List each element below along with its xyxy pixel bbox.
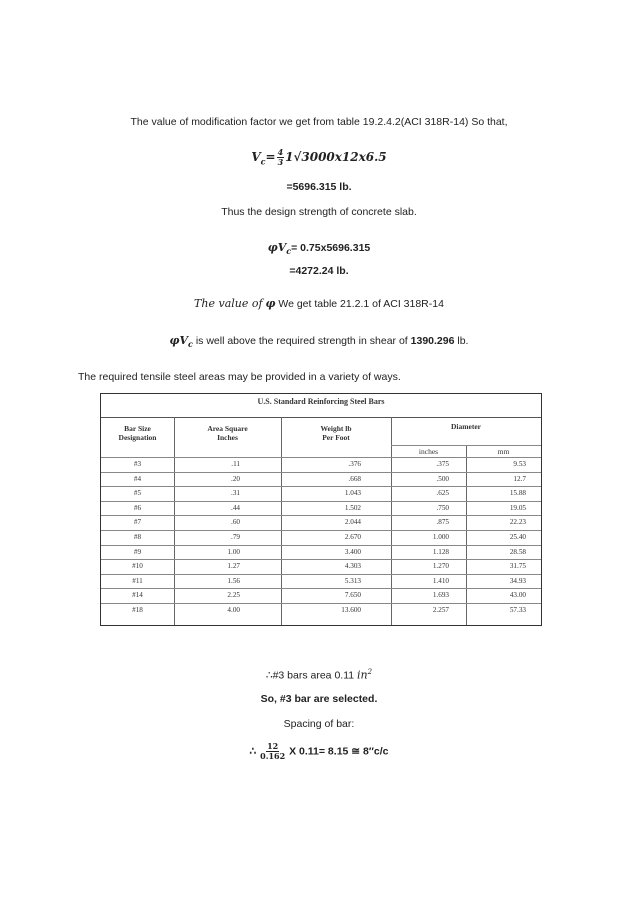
cell-weight: 4.303 — [344, 562, 361, 571]
header-weight-line2: Per Foot — [322, 433, 350, 442]
cell-mm: 22.23 — [509, 518, 526, 527]
cell-bar-size: #4 — [133, 474, 142, 483]
table-row — [101, 486, 541, 501]
cell-bar-size: #9 — [133, 547, 142, 556]
table-row — [101, 530, 541, 545]
bars-area-unit: in — [357, 668, 368, 682]
header-bar-line1: Bar Size — [124, 424, 151, 433]
table-row — [101, 457, 541, 472]
cell-bar-size: #8 — [133, 533, 142, 541]
cell-area: .60 — [231, 518, 240, 527]
bars-area-line — [0, 668, 638, 682]
cell-weight: 1.502 — [344, 503, 361, 512]
shear-sub: c — [188, 339, 193, 350]
header-diameter: Diameter — [451, 422, 481, 431]
cell-area: .20 — [231, 474, 240, 483]
phivc-sub: c — [286, 246, 292, 257]
spacing-fraction-den: 0.162 — [260, 751, 286, 761]
table-row — [101, 545, 541, 560]
spacing-fraction-num: 12 — [267, 741, 279, 751]
cell-weight: 1.043 — [344, 489, 361, 498]
shear-phi: φ — [169, 334, 180, 347]
vc-equals: = — [265, 150, 276, 164]
cell-weight: 2.044 — [344, 518, 361, 527]
cell-mm: 12.7 — [513, 474, 526, 483]
cell-mm: 9.53 — [513, 460, 526, 468]
diameter-sub-rule — [391, 445, 541, 446]
cell-area: .11 — [231, 460, 240, 468]
cell-area: 1.27 — [227, 562, 240, 571]
shear-text: is well above the required strength in shear of — [192, 335, 411, 347]
phi-symbol: φ — [267, 241, 278, 254]
cell-inches: 1.128 — [432, 547, 449, 556]
tensile-text: The required tensile steel areas may be provided in a variety of ways. — [78, 371, 401, 383]
shear-v: V — [179, 334, 189, 347]
cell-mm: 28.58 — [509, 547, 526, 556]
cell-inches: .500 — [436, 474, 449, 483]
vc-subscript: c — [260, 156, 266, 167]
cell-bar-size: #10 — [132, 562, 143, 571]
cell-weight: .376 — [348, 460, 361, 468]
shear-value: 1390.296 — [410, 335, 455, 347]
cell-weight: 13.600 — [341, 606, 361, 614]
cell-bar-size: #11 — [132, 576, 143, 585]
spacing-fraction — [260, 742, 285, 761]
cell-inches: .375 — [436, 460, 449, 468]
cell-mm: 34.93 — [509, 576, 526, 585]
vc-equation — [0, 148, 638, 167]
header-weight-line1: Weight lb — [320, 424, 352, 433]
cell-mm: 57.33 — [509, 606, 526, 614]
phi-value-rest: We get table 21.2.1 of ACI 318R-14 — [275, 298, 444, 310]
table-row — [101, 574, 541, 589]
cell-inches: 2.257 — [432, 606, 449, 614]
table-row — [101, 603, 541, 618]
phivc-result: =4272.24 lb. — [289, 265, 349, 277]
table-title: U.S. Standard Reinforcing Steel Bars — [257, 397, 385, 406]
cell-mm: 43.00 — [509, 591, 526, 600]
therefore-symbol: ∴ — [249, 745, 257, 758]
cell-inches: 1.000 — [432, 533, 449, 541]
phi-value-italic: The value of — [194, 297, 263, 310]
cell-area: .79 — [231, 533, 240, 541]
table-row — [101, 515, 541, 530]
spacing-rest: X 0.11= 8.15 ≅ 8″c/c — [289, 745, 389, 758]
cell-bar-size: #6 — [133, 503, 142, 512]
design-strength-text: Thus the design strength of concrete slab. — [221, 206, 417, 218]
cell-mm: 19.05 — [509, 503, 526, 512]
table-row — [101, 559, 541, 574]
phi-value-line — [0, 297, 638, 310]
header-area-line2: Inches — [217, 433, 238, 442]
table-row — [101, 472, 541, 487]
selected-text: So, #3 bar are selected. — [260, 693, 378, 705]
header-inches: inches — [418, 447, 439, 456]
rebar-table — [100, 393, 542, 626]
cell-area: 1.00 — [227, 547, 240, 556]
header-area — [174, 424, 281, 442]
cell-inches: .875 — [436, 518, 449, 527]
cell-bar-size: #5 — [133, 489, 142, 498]
cell-inches: 1.693 — [432, 591, 449, 600]
vc-rhs: 1√3000x12x6.5 — [285, 150, 387, 164]
phivc-equation — [0, 241, 638, 256]
bars-area-prefix: ∴#3 bars area 0.11 — [265, 669, 358, 682]
cell-weight: .668 — [348, 474, 361, 483]
spacing-equation — [0, 742, 638, 761]
shear-unit: lb. — [454, 335, 469, 347]
cell-inches: 1.270 — [432, 562, 449, 571]
cell-bar-size: #14 — [132, 591, 143, 600]
cell-weight: 2.670 — [344, 533, 361, 541]
cell-mm: 31.75 — [509, 562, 526, 571]
cell-mm: 15.88 — [509, 489, 526, 498]
cell-area: 4.00 — [227, 606, 240, 614]
table-title-rule — [101, 417, 541, 418]
vc-symbol: V — [251, 150, 261, 164]
table-row — [101, 588, 541, 603]
bars-area-exp: 2 — [367, 668, 373, 676]
spacing-label: Spacing of bar: — [283, 718, 355, 730]
header-mm: mm — [497, 447, 510, 456]
header-area-line1: Area Square — [207, 424, 248, 433]
vc-fraction-num: 4 — [277, 147, 284, 157]
cell-bar-size: #18 — [132, 606, 143, 614]
cell-area: .31 — [231, 489, 240, 498]
cell-weight: 7.650 — [344, 591, 361, 600]
cell-inches: 1.410 — [432, 576, 449, 585]
phi-value-symbol: φ — [265, 297, 276, 310]
cell-bar-size: #3 — [133, 460, 142, 468]
cell-inches: .750 — [436, 503, 449, 512]
shear-line — [0, 334, 638, 349]
header-bar-line2: Designation — [118, 433, 157, 442]
cell-bar-size: #7 — [133, 518, 142, 527]
cell-area: .44 — [231, 503, 240, 512]
header-bar-size — [101, 424, 174, 442]
cell-area: 1.56 — [227, 576, 240, 585]
cell-area: 2.25 — [227, 591, 240, 600]
table-row — [101, 501, 541, 516]
header-weight — [281, 424, 391, 442]
cell-mm: 25.40 — [509, 533, 526, 541]
phivc-v: V — [277, 241, 287, 254]
cell-inches: .625 — [436, 489, 449, 498]
intro-text: The value of modification factor we get from table 19.2.4.2(ACI 318R-14) So that, — [130, 116, 508, 128]
vc-fraction — [277, 148, 285, 167]
vc-fraction-den: 3 — [277, 157, 284, 167]
phivc-rhs: = 0.75x5696.315 — [291, 242, 371, 254]
cell-weight: 3.400 — [344, 547, 361, 556]
vc-result: =5696.315 lb. — [286, 181, 352, 193]
cell-weight: 5.313 — [344, 576, 361, 585]
